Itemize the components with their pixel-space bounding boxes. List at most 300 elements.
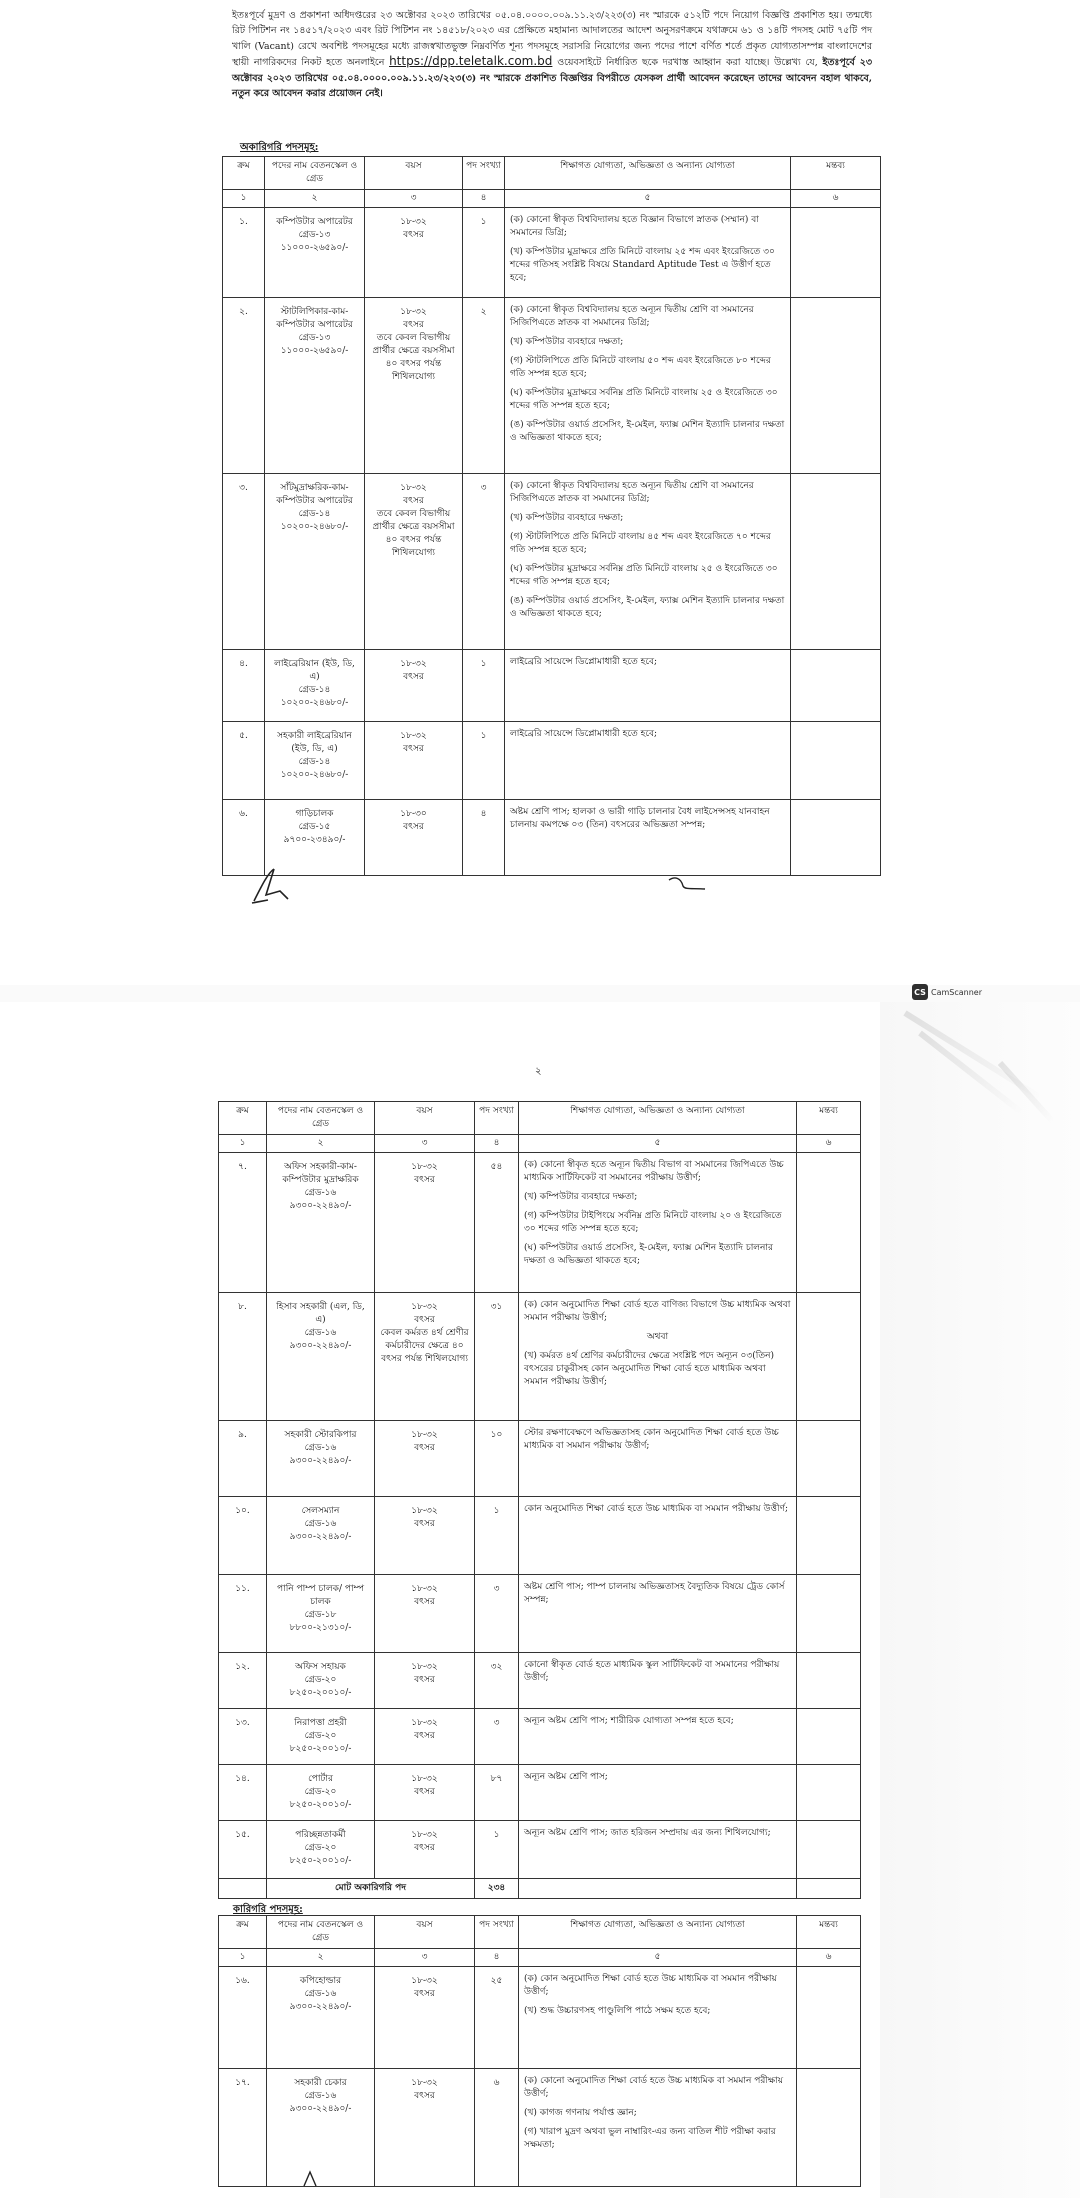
post-grade: গ্রেড-১৪ [298,509,331,519]
cell-remarks [791,722,881,800]
post-grade: গ্রেড-১৬ [304,2091,337,2101]
cell-age [375,1497,475,1575]
post-grade: গ্রেড-১৫ [298,822,331,832]
qualification-item: (ঘ) কম্পিউটার ওয়ার্ড প্রসেসিং, ই-মেইল, ফ্যাক্স মেশিন ইত্যাদি চালনার দক্ষতা ও অভিজ্ঞতা থাকতে হবে; [524,1243,773,1266]
post-grade: গ্রেড-১৬ [304,1443,337,1453]
table-row [223,474,881,650]
cell-serial [219,2069,267,2187]
posts-table-1 [222,156,881,876]
cell-post-name [267,1575,375,1653]
post-name: লাইব্রেরিয়ান (ইউ, ডি, এ) [274,659,355,682]
age-relaxation: তবে কেবল বিভাগীয় প্রার্থীর ক্ষেত্রে বয়সসীমা ৪০ বৎসর পর্যন্ত শিথিলযোগ্য [372,333,455,382]
age-unit: বৎসর [414,1731,435,1741]
col-num: ৬ [791,190,881,208]
qualification-item: (খ) কম্পিউটার মুদ্রাক্ষরে প্রতি মিনিটে বাংলায় ২৫ শব্দ এবং ইংরেজিতে ৩০ শব্দের গতিসহ সংশ্লিষ্ট বিষয়ে Standard Aptitude Test এ উত্তীর্ণ হতে হবে; [510,247,775,283]
pay-scale: ১১০০০-২৬৫৯০/- [280,243,349,253]
website-link[interactable]: https://dpp.teletalk.com.bd [389,54,553,69]
age-unit: বৎসর [414,1315,435,1325]
cell-qualification [505,208,791,298]
table-row [219,1153,861,1293]
age-range: ১৮-৩২ [400,731,427,741]
header-count: পদ সংখ্যা [475,1916,519,1949]
header-remarks: মন্তব্য [797,1102,861,1135]
table-row [223,800,881,876]
qualification-item: অষ্টম শ্রেণি পাস; পাম্প চালনায় অভিজ্ঞতাসহ বৈদ্যুতিক বিষয়ে ট্রেড কোর্স সম্পন্ন; [524,1582,785,1605]
column-number-row [219,1949,861,1967]
total-value: ২৩৪ [475,1879,519,1899]
cell-post-name [267,1497,375,1575]
cell-post-count [463,800,505,876]
age-range: ১৮-৩২ [411,1976,438,1986]
cell-qualification [519,1421,797,1497]
qualification-item: কোন অনুমোদিত শিক্ষা বোর্ড হতে উচ্চ মাধ্যমিক বা সমমান পরীক্ষায় উত্তীর্ণ; [524,1504,789,1514]
age-relaxation: কেবল কর্মরত ৪র্থ শ্রেণীর কর্মচারীদের ক্ষেত্রে ৪০ বৎসর পর্যন্ত শিথিলযোগ্য [380,1328,469,1364]
cell-post-count [475,1653,519,1709]
table-row [223,722,881,800]
cell-post-count [475,1153,519,1293]
post-grade: গ্রেড-১৬ [304,1519,337,1529]
pay-scale: ৯৩০০-২২৪৯০/- [289,1341,352,1351]
serial-number: ৩. [239,483,248,493]
cell-post-name [265,722,365,800]
qualification-item: (ঙ) কম্পিউটার ওয়ার্ড প্রসেসিং, ই-মেইল, ফ্যাক্স মেশিন ইত্যাদি চালনার দক্ষতা ও অভিজ্ঞতা থাকতে হবে; [510,596,785,619]
signature-mark-right [665,872,709,894]
col-num: ২ [267,1949,375,1967]
age-unit: বৎসর [414,2091,435,2101]
cell-remarks [797,1575,861,1653]
cell-post-count [475,1575,519,1653]
qualification-item: (খ) কম্পিউটার ব্যবহারে দক্ষতা; [510,337,624,347]
table-row [219,1653,861,1709]
post-name: স্টাটলিপিকার-কাম-কম্পিউটার অপারেটর [276,307,353,330]
age-range: ১৮-৩২ [400,659,427,669]
qualification-item: (খ) শুদ্ধ উচ্চারণসহ পাণ্ডুলিপি পাঠে সক্ষম হতে হবে; [524,2006,711,2016]
table-body [219,1967,861,2187]
qualification-item: (খ) কর্মরত ৪র্থ শ্রেণির কর্মচারীদের ক্ষেত্রে সংশ্লিষ্ট পদে অন্যূন ০৩(তিন) বৎসরের চাকুরীসহ কোন অনুমোদিত শিক্ষা বোর্ড হতে মাধ্যমিক অথবা সমমান পরীক্ষায় উত্তীর্ণ; [524,1351,774,1387]
post-count: ১ [493,1506,500,1516]
cell-serial [219,1709,267,1765]
cell-serial [219,1821,267,1879]
cell-serial [223,650,265,722]
cell-remarks [797,1421,861,1497]
qualification-item: (ঙ) কম্পিউটার ওয়ার্ড প্রসেসিং, ই-মেইল, ফ্যাক্স মেশিন ইত্যাদি চালনার দক্ষতা ও অভিজ্ঞতা থাকতে হবে; [510,420,785,443]
cell-serial [219,1575,267,1653]
serial-number: ১. [239,217,248,227]
cell-remarks [791,650,881,722]
cell-remarks [797,1293,861,1421]
pay-scale: ৯৩০০-২২৪৯০/- [289,2104,352,2114]
header-qualification: শিক্ষাগত যোগ্যতা, অভিজ্ঞতা ও অন্যান্য যোগ্যতা [505,157,791,190]
serial-number: ৯. [238,1430,247,1440]
post-grade: গ্রেড-২০ [304,1843,337,1853]
cell-age [365,474,463,650]
cell-remarks [791,800,881,876]
cell-post-name [267,1421,375,1497]
pay-scale: ৯৭০০-২৩৪৯০/- [283,835,346,845]
post-name: সহকারী স্টোরকিপার [284,1430,357,1440]
post-grade: গ্রেড-২০ [304,1675,337,1685]
post-count: ২ [480,307,487,317]
posts-table-3 [218,1915,861,2187]
col-num: ৩ [365,190,463,208]
cell-serial [219,1153,267,1293]
post-count: ১০ [490,1430,503,1440]
col-num: ৫ [505,190,791,208]
serial-number: ৫. [239,731,248,741]
cell-qualification [505,298,791,474]
cell-qualification [519,1293,797,1421]
total-row [219,1879,861,1899]
age-unit: বৎসর [414,1443,435,1453]
age-range: ১৮-৩২ [411,2078,438,2088]
cell-serial [219,1765,267,1821]
cell-post-name [267,1653,375,1709]
post-grade: গ্রেড-২০ [304,1787,337,1797]
cell-age [375,1293,475,1421]
post-count: ৩ [480,483,487,493]
table-row [223,208,881,298]
cell-post-count [463,722,505,800]
cell-qualification [519,1967,797,2069]
serial-number: ১১. [235,1584,250,1594]
age-range: ১৮-৩২ [400,217,427,227]
age-range: ১৮-৩২ [411,1662,438,1672]
qualification-item: (ক) কোনো স্বীকৃত বিশ্ববিদ্যালয় হতে অন্যূন দ্বিতীয় শ্রেণি বা সমমানের সিজিপিএতে স্নাতক বা সমমানের ডিগ্রি; [510,305,754,328]
pay-scale: ১০২০০-২৪৬৮০/- [280,522,349,532]
age-unit: বৎসর [403,496,424,506]
serial-number: ২. [239,307,248,317]
cell-post-name [267,1153,375,1293]
cell-post-count [463,650,505,722]
cell-post-name [267,1293,375,1421]
pay-scale: ১০২০০-২৪৬৮০/- [280,698,349,708]
cell-qualification [519,1497,797,1575]
col-num: ৪ [463,190,505,208]
column-number-row [223,190,881,208]
total-empty [797,1879,861,1899]
pay-scale: ৯৩০০-২২৪৯০/- [289,1201,352,1211]
qualification-item: (ক) কোনো স্বীকৃত হতে অন্যূন দ্বিতীয় বিভাগ বা সমমানের জিপিএতে উচ্চ মাধ্যমিক সার্টিফিকেট বা সমমানের পরীক্ষায় উত্তীর্ণ; [524,1160,784,1183]
cell-remarks [797,1153,861,1293]
qualification-item: (খ) কম্পিউটার ব্যবহারে দক্ষতা; [524,1192,638,1202]
post-count: ৬ [493,2078,500,2088]
cell-age [375,1153,475,1293]
post-grade: গ্রেড-১৩ [298,230,331,240]
post-name: সহকারী লাইব্রেরিয়ান (ইউ, ডি, এ) [277,731,352,754]
total-empty [219,1879,267,1899]
post-name: অফিস সহায়ক [295,1662,346,1672]
cell-remarks [797,1653,861,1709]
header-age: বয়স [375,1102,475,1135]
post-count: ২৫ [490,1976,503,1986]
table-header-row [219,1102,861,1135]
col-num: ২ [267,1135,375,1153]
col-num: ৪ [475,1949,519,1967]
cell-qualification [505,474,791,650]
age-unit: বৎসর [414,1597,435,1607]
post-name: নিরাপত্তা প্রহরী [294,1718,347,1728]
cell-age [375,1709,475,1765]
post-count: ৮৭ [490,1774,503,1784]
post-name: কপিহোল্ডার [299,1976,342,1986]
cell-remarks [797,1497,861,1575]
cell-post-name [267,1821,375,1879]
cell-age [365,650,463,722]
header-count: পদ সংখ্যা [475,1102,519,1135]
qualification-item: কোনো স্বীকৃত বোর্ড হতে মাধ্যমিক স্কুল সার্টিফিকেট বা সমমানের পরীক্ষায় উত্তীর্ণ; [524,1660,780,1683]
age-range: ১৮-৩২ [411,1584,438,1594]
age-unit: বৎসর [403,672,424,682]
header-age: বয়স [375,1916,475,1949]
cell-remarks [791,208,881,298]
post-grade: গ্রেড-১৮ [304,1610,337,1620]
col-num: ৫ [519,1949,797,1967]
age-range: ১৮-৩২ [411,1506,438,1516]
cell-qualification [505,800,791,876]
table-row [219,1967,861,2069]
cell-qualification [519,1653,797,1709]
page-1 [0,0,1080,985]
table-row [219,1709,861,1765]
age-range: ১৮-৩২ [411,1302,438,1312]
pay-scale: ১১০০০-২৬৫৯০/- [280,346,349,356]
cell-post-count [475,1821,519,1879]
post-count: ১ [493,1830,500,1840]
cell-age [375,2069,475,2187]
qualification-item: (গ) স্টাটলিপিতে প্রতি মিনিটে বাংলায় ৫০ শব্দ এবং ইংরেজিতে ৮০ শব্দের গতি সম্পন্ন হতে হবে; [510,356,771,379]
table-header-row [223,157,881,190]
serial-number: ১০. [235,1506,250,1516]
post-name: পোর্টার [308,1774,333,1784]
qualification-item: অথবা [646,1332,669,1342]
header-name: পদের নাম বেতনস্কেল ও গ্রেড [265,157,365,190]
cell-qualification [519,1153,797,1293]
qualification-item: (খ) কাগজ গণনায় পর্যাপ্ত জ্ঞান; [524,2108,637,2118]
age-range: ১৮-৩২ [411,1774,438,1784]
age-unit: বৎসর [414,1787,435,1797]
age-unit: বৎসর [403,320,424,330]
age-unit: বৎসর [414,1675,435,1685]
qualification-item: (গ) কম্পিউটার টাইপিংয়ে সর্বনিম্ন প্রতি মিনিটে বাংলায় ২০ ও ইংরেজিতে ৩০ শব্দের গতি সম্পন্ন হতে হবে; [524,1211,782,1234]
qualification-item: (ক) কোন অনুমোদিত শিক্ষা বোর্ড হতে বাণিজ্য বিভাগে উচ্চ মাধ্যমিক অথবা সমমান পরীক্ষায় উত্তীর্ণ; [524,1300,791,1323]
table-body [223,208,881,876]
cell-age [375,1653,475,1709]
intro-notice: ইতঃপূর্বে ২৩ অক্টোবর ২০২৩ তারিখের ০৫.০৪.০০০০.০০৯.১১.২৩/২২৩(৩) নং স্মারকে প্রকাশিত বিজ্ঞপ্তির বিপরীতে যেসকল প্রার্থী আবেদন করেছেন তাদের আবেদন বহাল থাকবে, নতুন করে আবেদন করার প্রয়োজন নেই। [232,57,872,100]
age-range: ১৮-৩২ [411,1718,438,1728]
pay-scale: ১০২০০-২৪৬৮০/- [280,770,349,780]
post-name: কম্পিউটার অপারেটর [276,217,353,227]
table-body [219,1153,861,1879]
section-title-technical: কারিগরি পদসমূহ: [233,1904,303,1915]
age-relaxation: তবে কেবল বিভাগীয় প্রার্থীর ক্ষেত্রে বয়সসীমা ৪০ বৎসর পর্যন্ত শিথিলযোগ্য [372,509,455,558]
qualification-item: অন্যূন অষ্টম শ্রেণি পাস; শারীরিক যোগ্যতা সম্পন্ন হতে হবে; [524,1716,734,1726]
qualification-item: লাইব্রেরি সায়েন্সে ডিপ্লোমাধারী হতে হবে; [510,729,657,739]
post-count: ৩ [493,1718,500,1728]
cell-qualification [505,722,791,800]
cell-serial [223,722,265,800]
col-num: ১ [219,1135,267,1153]
cell-serial [219,1293,267,1421]
total-label: মোট অকারিগরি পদ [267,1879,475,1899]
pay-scale: ৯৩০০-২২৪৯০/- [289,1456,352,1466]
age-unit: বৎসর [414,1519,435,1529]
serial-number: ১৪. [235,1774,250,1784]
cell-age [365,208,463,298]
cell-post-count [475,1421,519,1497]
age-range: ১৮-৩২ [411,1162,438,1172]
table-row [223,650,881,722]
header-sl: ক্রম [219,1916,267,1949]
section-title-non-technical: অকারিগরি পদসমূহ: [240,142,319,153]
post-grade: গ্রেড-১৬ [304,1989,337,1999]
col-num: ৩ [375,1135,475,1153]
header-qualification: শিক্ষাগত যোগ্যতা, অভিজ্ঞতা ও অন্যান্য যোগ্যতা [519,1102,797,1135]
col-num: ৪ [475,1135,519,1153]
pay-scale: ৯৩০০-২২৪৯০/- [289,2002,352,2012]
post-name: হিসাব সহকারী (এল, ডি, এ) [276,1302,365,1325]
header-name: পদের নাম বেতনস্কেল ও গ্রেড [267,1916,375,1949]
cell-age [365,800,463,876]
age-range: ১৮-৩২ [400,483,427,493]
post-grade: গ্রেড-২০ [304,1731,337,1741]
table-row [219,1421,861,1497]
table-row [219,1765,861,1821]
table-row [219,1575,861,1653]
header-remarks: মন্তব্য [791,157,881,190]
qualification-item: (ঘ) কম্পিউটার মুদ্রাক্ষরে সর্বনিম্ন প্রতি মিনিটে বাংলায় ২৫ ও ইংরেজিতে ৩০ শব্দের গতি সম্পন্ন হতে হবে; [510,564,778,587]
total-empty [519,1879,797,1899]
post-count: ৪ [480,809,487,819]
table-row [219,1497,861,1575]
cell-remarks [797,1967,861,2069]
pay-scale: ৮২৫০-২০০১০/- [289,1800,352,1810]
scan-margin [880,1002,1080,2198]
cell-serial [223,298,265,474]
column-number-row [219,1135,861,1153]
camscanner-badge [912,984,982,1000]
cell-serial [219,1421,267,1497]
cell-age [375,1575,475,1653]
cell-post-count [475,1293,519,1421]
qualification-item: (গ) স্টাটলিপিতে প্রতি মিনিটে বাংলায় ৪৫ শব্দ এবং ইংরেজিতে ৭০ শব্দের গতি সম্পন্ন হতে হবে; [510,532,771,555]
table-row [219,1821,861,1879]
signature-mark-left [248,865,296,907]
serial-number: ৭. [238,1162,247,1172]
cell-post-name [265,208,365,298]
pay-scale: ৯৩০০-২২৪৯০/- [289,1532,352,1542]
cell-age [375,1421,475,1497]
cell-age [365,298,463,474]
qualification-item: (ক) কোনো অনুমোদিত শিক্ষা বোর্ড হতে উচ্চ মাধ্যমিক বা সমমান পরীক্ষায় উত্তীর্ণ; [524,2076,784,2099]
header-qualification: শিক্ষাগত যোগ্যতা, অভিজ্ঞতা ও অন্যান্য যোগ্যতা [519,1916,797,1949]
cell-remarks [797,1765,861,1821]
post-count: ৩১ [490,1302,503,1312]
header-sl: ক্রম [219,1102,267,1135]
qualification-item: (গ) খারাপ মুদ্রণ অথবা ভুল নাম্বারিং-এর জন্য বাতিল শীট পরীক্ষা করার সক্ষমতা; [524,2127,776,2150]
post-grade: গ্রেড-১৬ [304,1188,337,1198]
serial-number: ১৫. [235,1830,250,1840]
cell-post-count [463,474,505,650]
post-name: পানি পাম্প চালক/ পাম্প চালক [276,1584,365,1607]
posts-table-2 [218,1101,861,1899]
signature-mark-bottom [300,2168,324,2188]
post-count: ১ [480,217,487,227]
qualification-item: (ক) কোনো স্বীকৃত বিশ্ববিদ্যালয় হতে বিজ্ঞান বিভাগে স্নাতক (সম্মান) বা সমমানের ডিগ্রি; [510,215,759,238]
cell-remarks [797,2069,861,2187]
age-range: ১৮-৩২ [411,1830,438,1840]
post-count: ৫৪ [490,1162,503,1172]
post-name: গাড়িচালক [295,809,334,819]
cell-age [375,1765,475,1821]
cell-age [365,722,463,800]
age-unit: বৎসর [403,822,424,832]
serial-number: ৬. [239,809,248,819]
post-grade: গ্রেড-১৪ [298,685,331,695]
age-unit: বৎসর [403,744,424,754]
cell-remarks [797,1821,861,1879]
intro-text-2: ওয়েবসাইটে নির্ধারিত ছকে দরখাস্ত আহ্বান করা যাচ্ছে। উল্লেখ্য যে, [557,57,818,69]
serial-number: ১৬. [235,1976,250,1986]
page-number: ২ [535,1066,542,1077]
cell-qualification [519,1575,797,1653]
col-num: ১ [223,190,265,208]
cell-qualification [519,1765,797,1821]
col-num: ২ [265,190,365,208]
cell-remarks [797,1709,861,1765]
header-name: পদের নাম বেতনস্কেল ও গ্রেড [267,1102,375,1135]
post-name: সেলসম্যান [301,1506,340,1516]
table-header-row [219,1916,861,1949]
post-count: ৩ [493,1584,500,1594]
cell-serial [223,474,265,650]
age-unit: বৎসর [403,230,424,240]
qualification-item: স্টোর রক্ষণাবেক্ষণে অভিজ্ঞতাসহ কোন অনুমোদিত শিক্ষা বোর্ড হতে উচ্চ মাধ্যমিক বা সমমান পরীক্ষায় উত্তীর্ণ; [524,1428,779,1451]
cell-serial [223,208,265,298]
qualification-item: (ঘ) কম্পিউটার মুদ্রাক্ষরে সর্বনিম্ন প্রতি মিনিটে বাংলায় ২৫ ও ইংরেজিতে ৩০ শব্দের গতি সম্পন্ন হতে হবে; [510,388,778,411]
col-num: ৬ [797,1135,861,1153]
header-sl: ক্রম [223,157,265,190]
col-num: ৫ [519,1135,797,1153]
post-name: সাঁটমুদ্রাক্ষরিক-কাম-কম্পিউটার অপারেটর [276,483,353,506]
serial-number: ৮. [238,1302,247,1312]
cell-qualification [519,1709,797,1765]
age-unit: বৎসর [414,1989,435,1999]
cell-post-name [265,650,365,722]
qualification-item: (ক) কোনো স্বীকৃত বিশ্ববিদ্যালয় হতে অন্যূন দ্বিতীয় শ্রেণি বা সমমানের সিজিপিএতে স্নাতক বা সমমানের ডিগ্রি; [510,481,754,504]
serial-number: ১৭. [235,2078,250,2088]
qualification-item: অন্যূন অষ্টম শ্রেণি পাস; [524,1772,608,1782]
cell-post-count [463,298,505,474]
cell-post-count [463,208,505,298]
serial-number: ১২. [235,1662,250,1672]
age-unit: বৎসর [414,1175,435,1185]
cell-serial [219,1967,267,2069]
cell-post-name [265,298,365,474]
qualification-item: অন্যূন অষ্টম শ্রেণি পাস; জাত হরিজন সম্প্রদায় এর জন্য শিথিলযোগ্য; [524,1828,771,1838]
cell-post-count [475,2069,519,2187]
camscanner-icon: CS [912,984,928,1000]
cell-age [375,1967,475,2069]
cell-post-name [267,1765,375,1821]
qualification-item: (ক) কোন অনুমোদিত শিক্ষা বোর্ড হতে উচ্চ মাধ্যমিক বা সমমান পরীক্ষায় উত্তীর্ণ; [524,1974,777,1997]
cell-qualification [505,650,791,722]
cell-post-count [475,1709,519,1765]
cell-post-count [475,1497,519,1575]
qualification-item: (খ) কম্পিউটার ব্যবহারে দক্ষতা; [510,513,624,523]
post-name: অফিস সহকারী-কাম-কম্পিউটার মুদ্রাক্ষরিক [282,1162,359,1185]
qualification-item: লাইব্রেরি সায়েন্সে ডিপ্লোমাধারী হতে হবে; [510,657,657,667]
cell-remarks [791,474,881,650]
